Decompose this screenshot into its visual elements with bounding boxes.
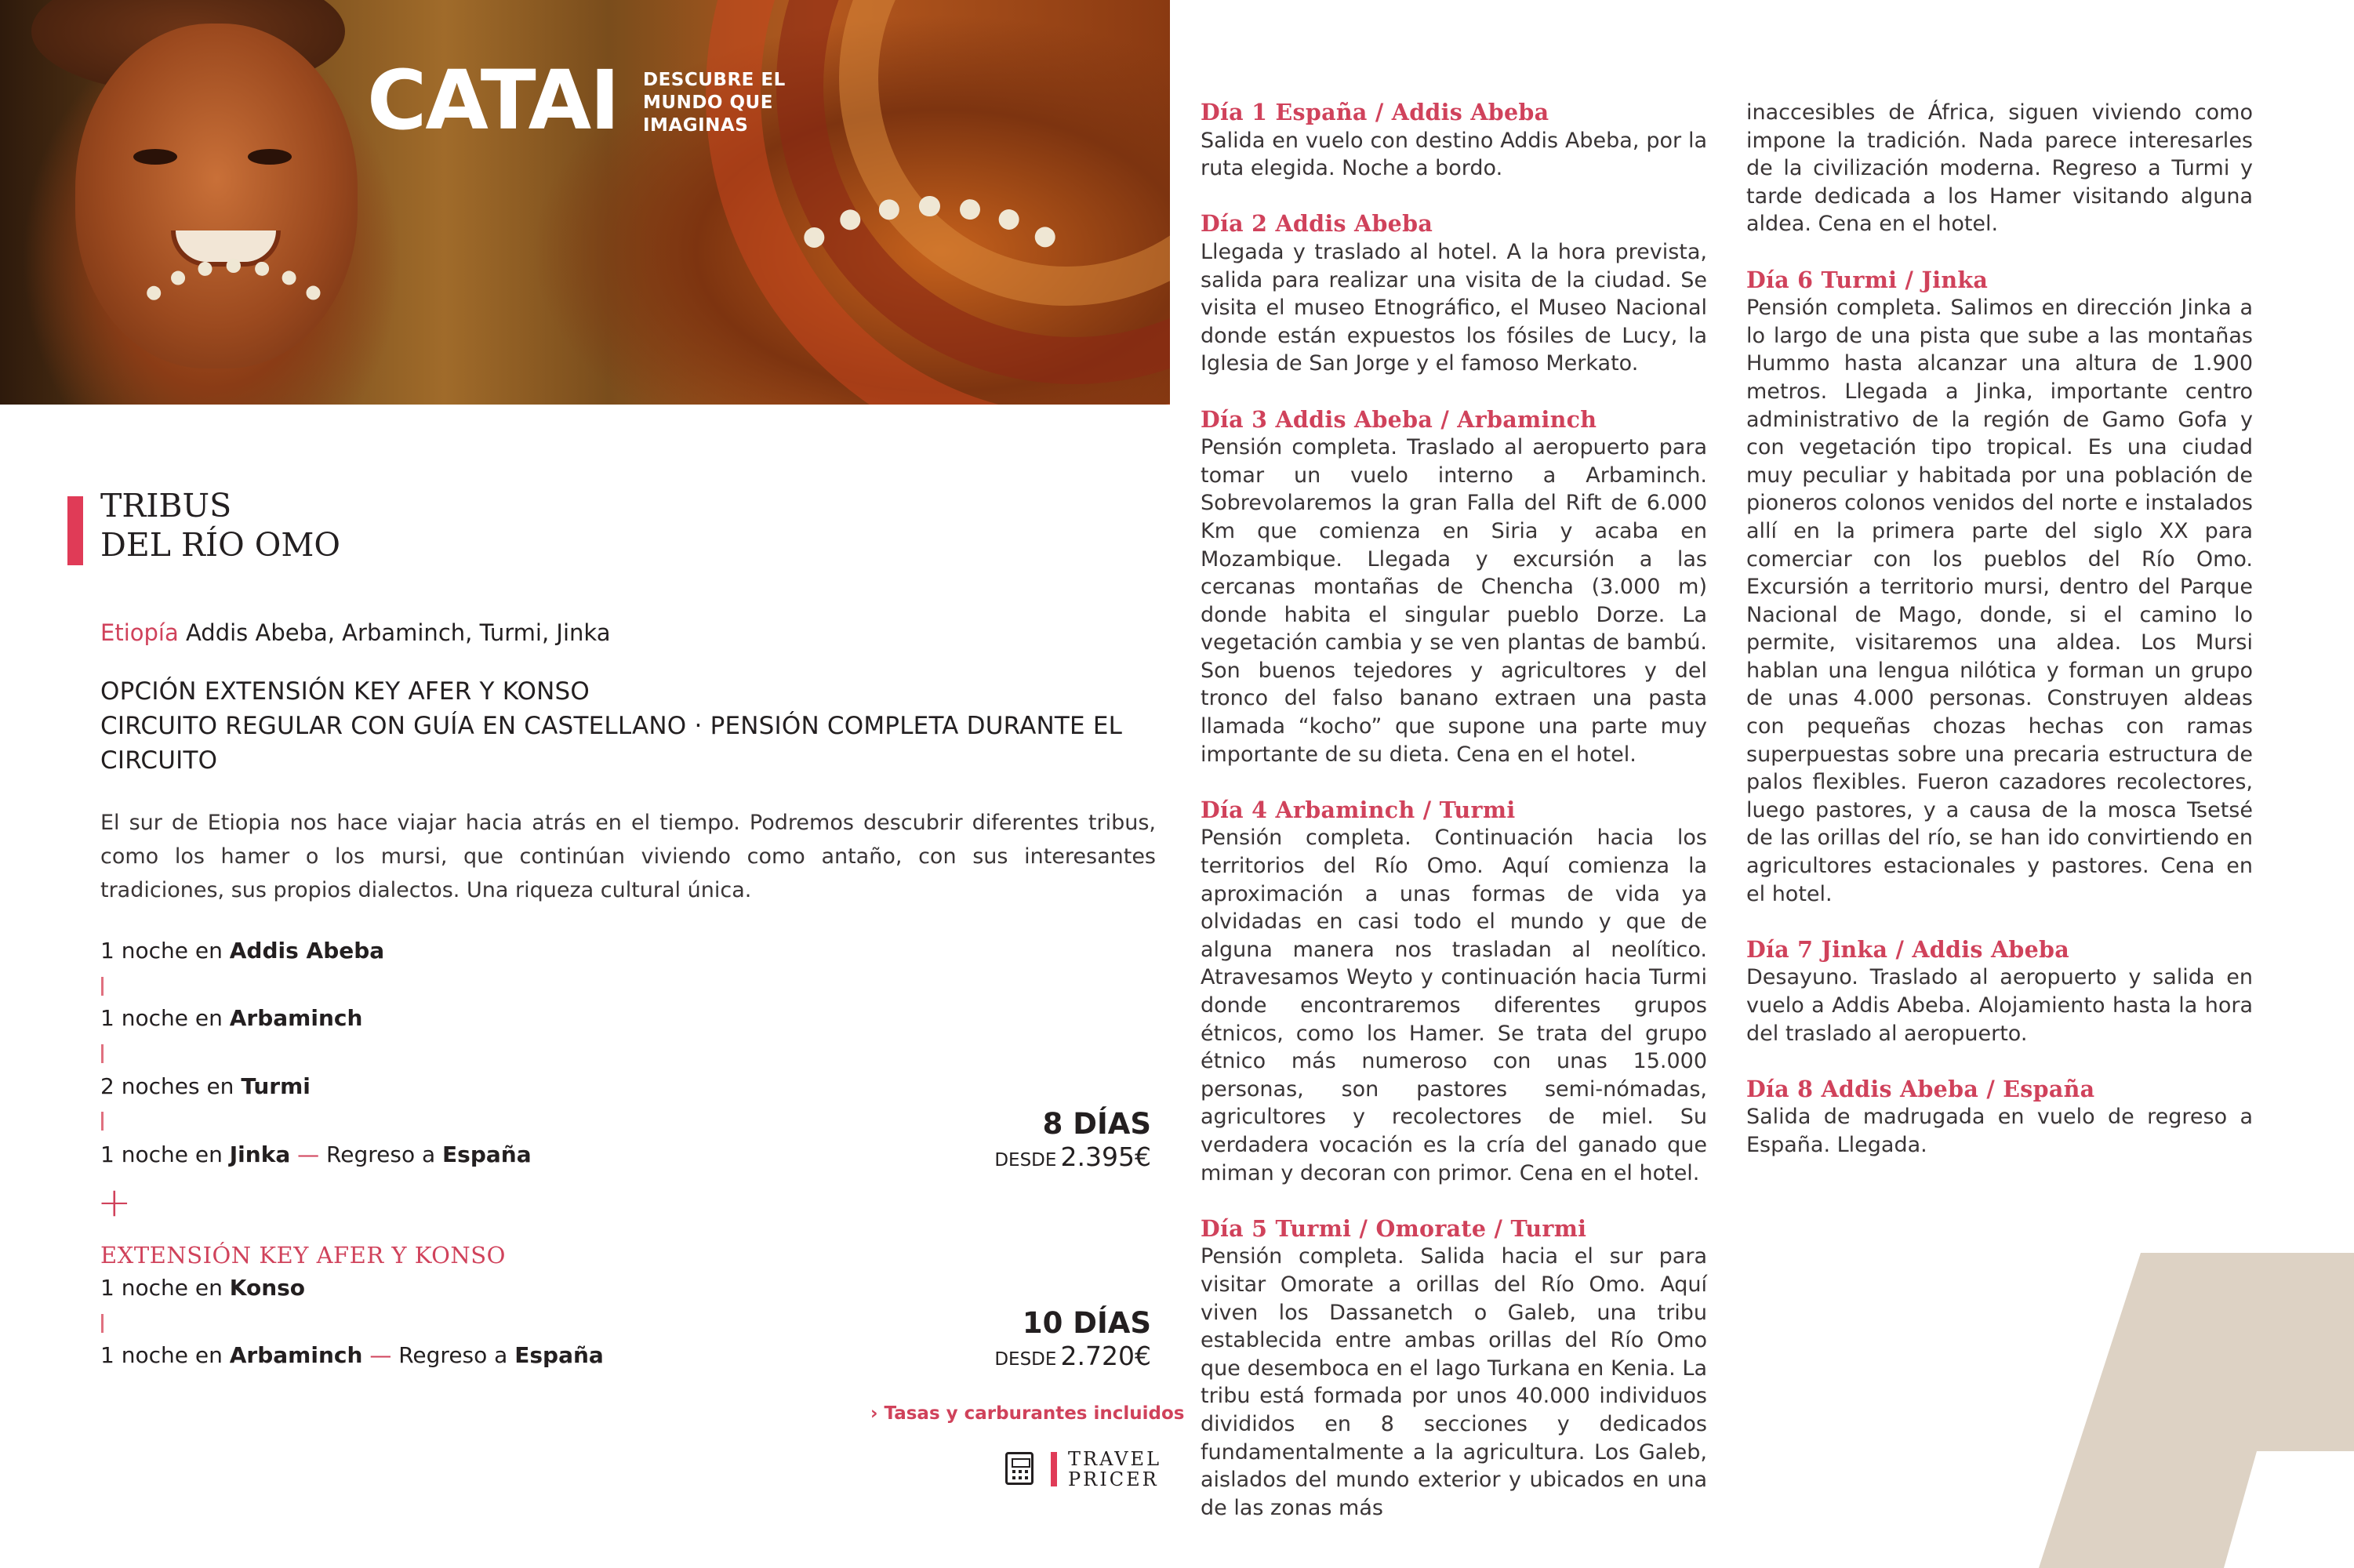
day-text: Salida en vuelo con destino Addis Abeba, por la ruta elegida. Noche a bordo.: [1201, 128, 1707, 181]
photo-eye-right: [248, 149, 292, 165]
itinerary-day: [1746, 1076, 2253, 1160]
day-text: Pensión completa. Continuación hacia los territorios del Río Omo. Aquí comienza la aproximación a unas formas de vida ya olvidadas en casi todo el mundo y que de alguna manera nos trasladan al neolítico. Atravesamos Weyto y continuación hacia Turmi donde encontraremos diferentes grupos étnicos, como los Hamer. Se trata del grupo étnico más numeroso con unas 15.000 personas, son pastores semi-nómadas, agricultores y recolectores de miel. Su verdadera vocación es la cría del ganado que miman y decoran con primor. Cena en el hotel.: [1201, 826, 1707, 1185]
route-nights: 1 noche en: [100, 1142, 223, 1167]
day-title: Día 3 Addis Abeba / Arbaminch: [1201, 405, 1597, 433]
day-title: Día 6 Turmi / Jinka: [1746, 266, 1989, 293]
route-stop: [100, 938, 384, 964]
day-text: Llegada y traslado al hotel. A la hora prevista, salida para realizar una visita de la ciudad. Se visita el museo Etnográfico, el Museo Nacional donde están expuestos los fósiles de Lucy, la Iglesia de San Jorge y el famoso Merkato.: [1201, 239, 1707, 376]
calculator-icon: [1005, 1452, 1034, 1485]
photo-eye-left: [133, 149, 177, 165]
option-line: CIRCUITO REGULAR CON GUÍA EN CASTELLANO · PENSIÓN COMPLETA DURANTE EL: [100, 712, 1123, 740]
route-stop: [100, 1142, 532, 1167]
brand-name: CATAI: [367, 53, 619, 148]
route-dash: —: [369, 1342, 392, 1368]
day-title: Día 8 Addis Abeba / España: [1746, 1075, 2095, 1102]
itinerary-day: [1201, 210, 1707, 378]
route-return-label: Regreso a: [398, 1342, 508, 1368]
itinerary-day: [1201, 1215, 1707, 1523]
day-text: Pensión completa. Traslado al aeropuerto para tomar un vuelo interno a Arbaminch. Sobrevolaremos la gran Falla del Rift de 6.000 Km que comienza en Siria y acaba en Mozambique. Llegada y excursión a las cercanas montañas de Chencha (3.000 m) donde habita el singular pueblo Dorze. La vegetación cambia y se ven plantas de bambú. Son buenos tejedores y agricultores y del tronco del falso banano extraen una pasta llamada “kocho” que supone una parte muy importante de su dieta. Cena en el hotel.: [1201, 435, 1707, 767]
itinerary-column-1: [1201, 99, 1707, 1522]
price-box-8-days: [994, 1107, 1151, 1172]
tagline-line: MUNDO QUE: [643, 93, 773, 113]
route-nights: 1 noche en: [100, 1275, 223, 1301]
price-from: DESDE: [994, 1150, 1057, 1171]
title-accent-bar: [67, 496, 83, 565]
price-amount: 2.720€: [1060, 1341, 1151, 1371]
route-nights: 1 noche en: [100, 1005, 223, 1031]
route-stop: [100, 1275, 305, 1301]
route-connector: [101, 1112, 104, 1131]
day-text: Pensión completa. Salimos en dirección Jinka a lo largo de una pista que sube a las montañas Hummo hasta alcanzar una altura de 1.900 metros. Llegada a Jinka, importante centro administrativo de la región de Gamo Gofa y con vegetación tipo tropical. Es una ciudad muy peculiar y habitada por una población de pioneros colonos venidos del norte e instalados allí en la primera parte del siglo XX para comerciar con los pueblos del Río Omo. Excursión a territorio mursi, dentro del Parque Nacional de Mago, donde, si el camino lo permite, visitaremos una aldea. Los Mursi hablan una lengua nilótica y forman un grupo de unas 4.000 personas. Construyen aldeas con pequeñas chozas hechas con ramas superpuestas sobre una precaria estructura de palos flexibles. Fueron cazadores recolectores, luego pastores, y a causa de la mosca Tsetsé de las orillas del río, se han ido convirtiendo en agricultores estacionales y pastores. Cena en el hotel.: [1746, 296, 2253, 906]
trip-intro: El sur de Etiopia nos hace viajar hacia atrás en el tiempo. Podremos descubrir diferentes tribus, como los hamer o los mursi, que continúan viviendo como antaño, con sus interesantes tradiciones, sus propios dialectos. Una riqueza cultural única.: [100, 811, 1156, 902]
price-from: DESDE: [994, 1349, 1057, 1370]
decorative-shape: [2039, 1253, 2354, 1568]
day-title: Día 5 Turmi / Omorate / Turmi: [1201, 1214, 1587, 1242]
route-connector: [101, 977, 104, 996]
route-place: Konso: [229, 1275, 306, 1301]
option-line: OPCIÓN EXTENSIÓN KEY AFER Y KONSO: [100, 677, 590, 706]
cities: Addis Abeba, Arbaminch, Turmi, Jinka: [185, 619, 611, 646]
tagline-line: IMAGINAS: [643, 115, 749, 136]
destination-line: [100, 619, 610, 646]
route-nights: 2 noches en: [100, 1073, 234, 1099]
route-connector: [101, 1044, 104, 1063]
tagline-line: DESCUBRE EL: [643, 70, 786, 90]
extension-title: EXTENSIÓN KEY AFER Y KONSO: [100, 1242, 506, 1269]
route-nights: 1 noche en: [100, 1342, 223, 1368]
route-stop: [100, 1342, 604, 1368]
route-dash: —: [297, 1142, 320, 1167]
trip-title-line: DEL RÍO OMO: [100, 526, 340, 564]
brand-tagline: [643, 69, 816, 137]
day-text: Pensión completa. Salida hacia el sur para visitar Omorate a orillas del Río Omo. Aquí viven los Dassanetch o Galeb, una tribu establecida entre ambas orillas del Río Omo que desemboca en el lago Turkana en Kenia. La tribu está formada por unos 40.000 individuos divididos en 8 secciones y dedicados fundamentalmente a la agricultura. Los Galeb, aislados del mundo exterior y ubicados en una de las zonas más: [1201, 1244, 1707, 1520]
route-stop: [100, 1005, 362, 1031]
itinerary-day: [1746, 936, 2253, 1047]
itinerary-column-2: [1746, 99, 2253, 1160]
price-amount: 2.395€: [1060, 1142, 1151, 1172]
route-place: Arbaminch: [229, 1005, 363, 1031]
trip-title-line: TRIBUS: [100, 487, 232, 524]
taxes-included-link[interactable]: › Tasas y carburantes incluidos: [870, 1403, 1185, 1424]
price-days: 8 DÍAS: [1042, 1107, 1151, 1141]
pricer-line: TRAVEL: [1068, 1448, 1162, 1470]
itinerary-day: [1746, 267, 2253, 909]
route-place: Jinka: [229, 1142, 291, 1167]
itinerary-day: [1201, 797, 1707, 1187]
country: Etiopía: [100, 619, 179, 646]
day-text: inaccesibles de África, siguen viviendo como impone la tradición. Nada parece interesarles de la civilización moderna. Regreso a Turmi y tarde dedicada a los Hamer visitando alguna aldea. Cena en el hotel.: [1746, 100, 2253, 237]
route-return-place: España: [514, 1342, 604, 1368]
option-line: CIRCUITO: [100, 746, 218, 775]
route-place: Addis Abeba: [229, 938, 385, 964]
route-place: Arbaminch: [229, 1342, 363, 1368]
pricer-text: [1068, 1449, 1161, 1490]
pricer-accent-bar: [1051, 1452, 1057, 1486]
day-title: Día 4 Arbaminch / Turmi: [1201, 796, 1516, 823]
route-nights: 1 noche en: [100, 938, 223, 964]
day-title: Día 7 Jinka / Addis Abeba: [1746, 935, 2070, 963]
route-connector: [101, 1314, 104, 1333]
route-return-place: España: [442, 1142, 532, 1167]
price-days: 10 DÍAS: [1022, 1306, 1151, 1340]
day-title: Día 2 Addis Abeba: [1201, 210, 1433, 238]
plus-icon: +: [97, 1179, 132, 1226]
itinerary-day: [1201, 99, 1707, 183]
route-stop: [100, 1073, 311, 1099]
trip-options: [100, 674, 1151, 778]
route-place: Turmi: [241, 1073, 311, 1099]
pricer-line: PRICER: [1068, 1468, 1159, 1490]
route-return-label: Regreso a: [326, 1142, 436, 1167]
day-title: Día 1 España / Addis Abeba: [1201, 99, 1549, 125]
trip-title: [100, 486, 340, 564]
price-box-10-days: [994, 1306, 1151, 1371]
day-text: Salida de madrugada en vuelo de regreso a España. Llegada.: [1746, 1105, 2253, 1157]
decorative-shape-fill: [2039, 1253, 2354, 1568]
itinerary-day-continued: [1746, 99, 2253, 238]
hero-photo: [0, 0, 1170, 405]
itinerary-day: [1201, 406, 1707, 769]
day-text: Desayuno. Traslado al aeropuerto y salida en vuelo a Addis Abeba. Alojamiento hasta la hora del traslado al aeropuerto.: [1746, 965, 2253, 1046]
